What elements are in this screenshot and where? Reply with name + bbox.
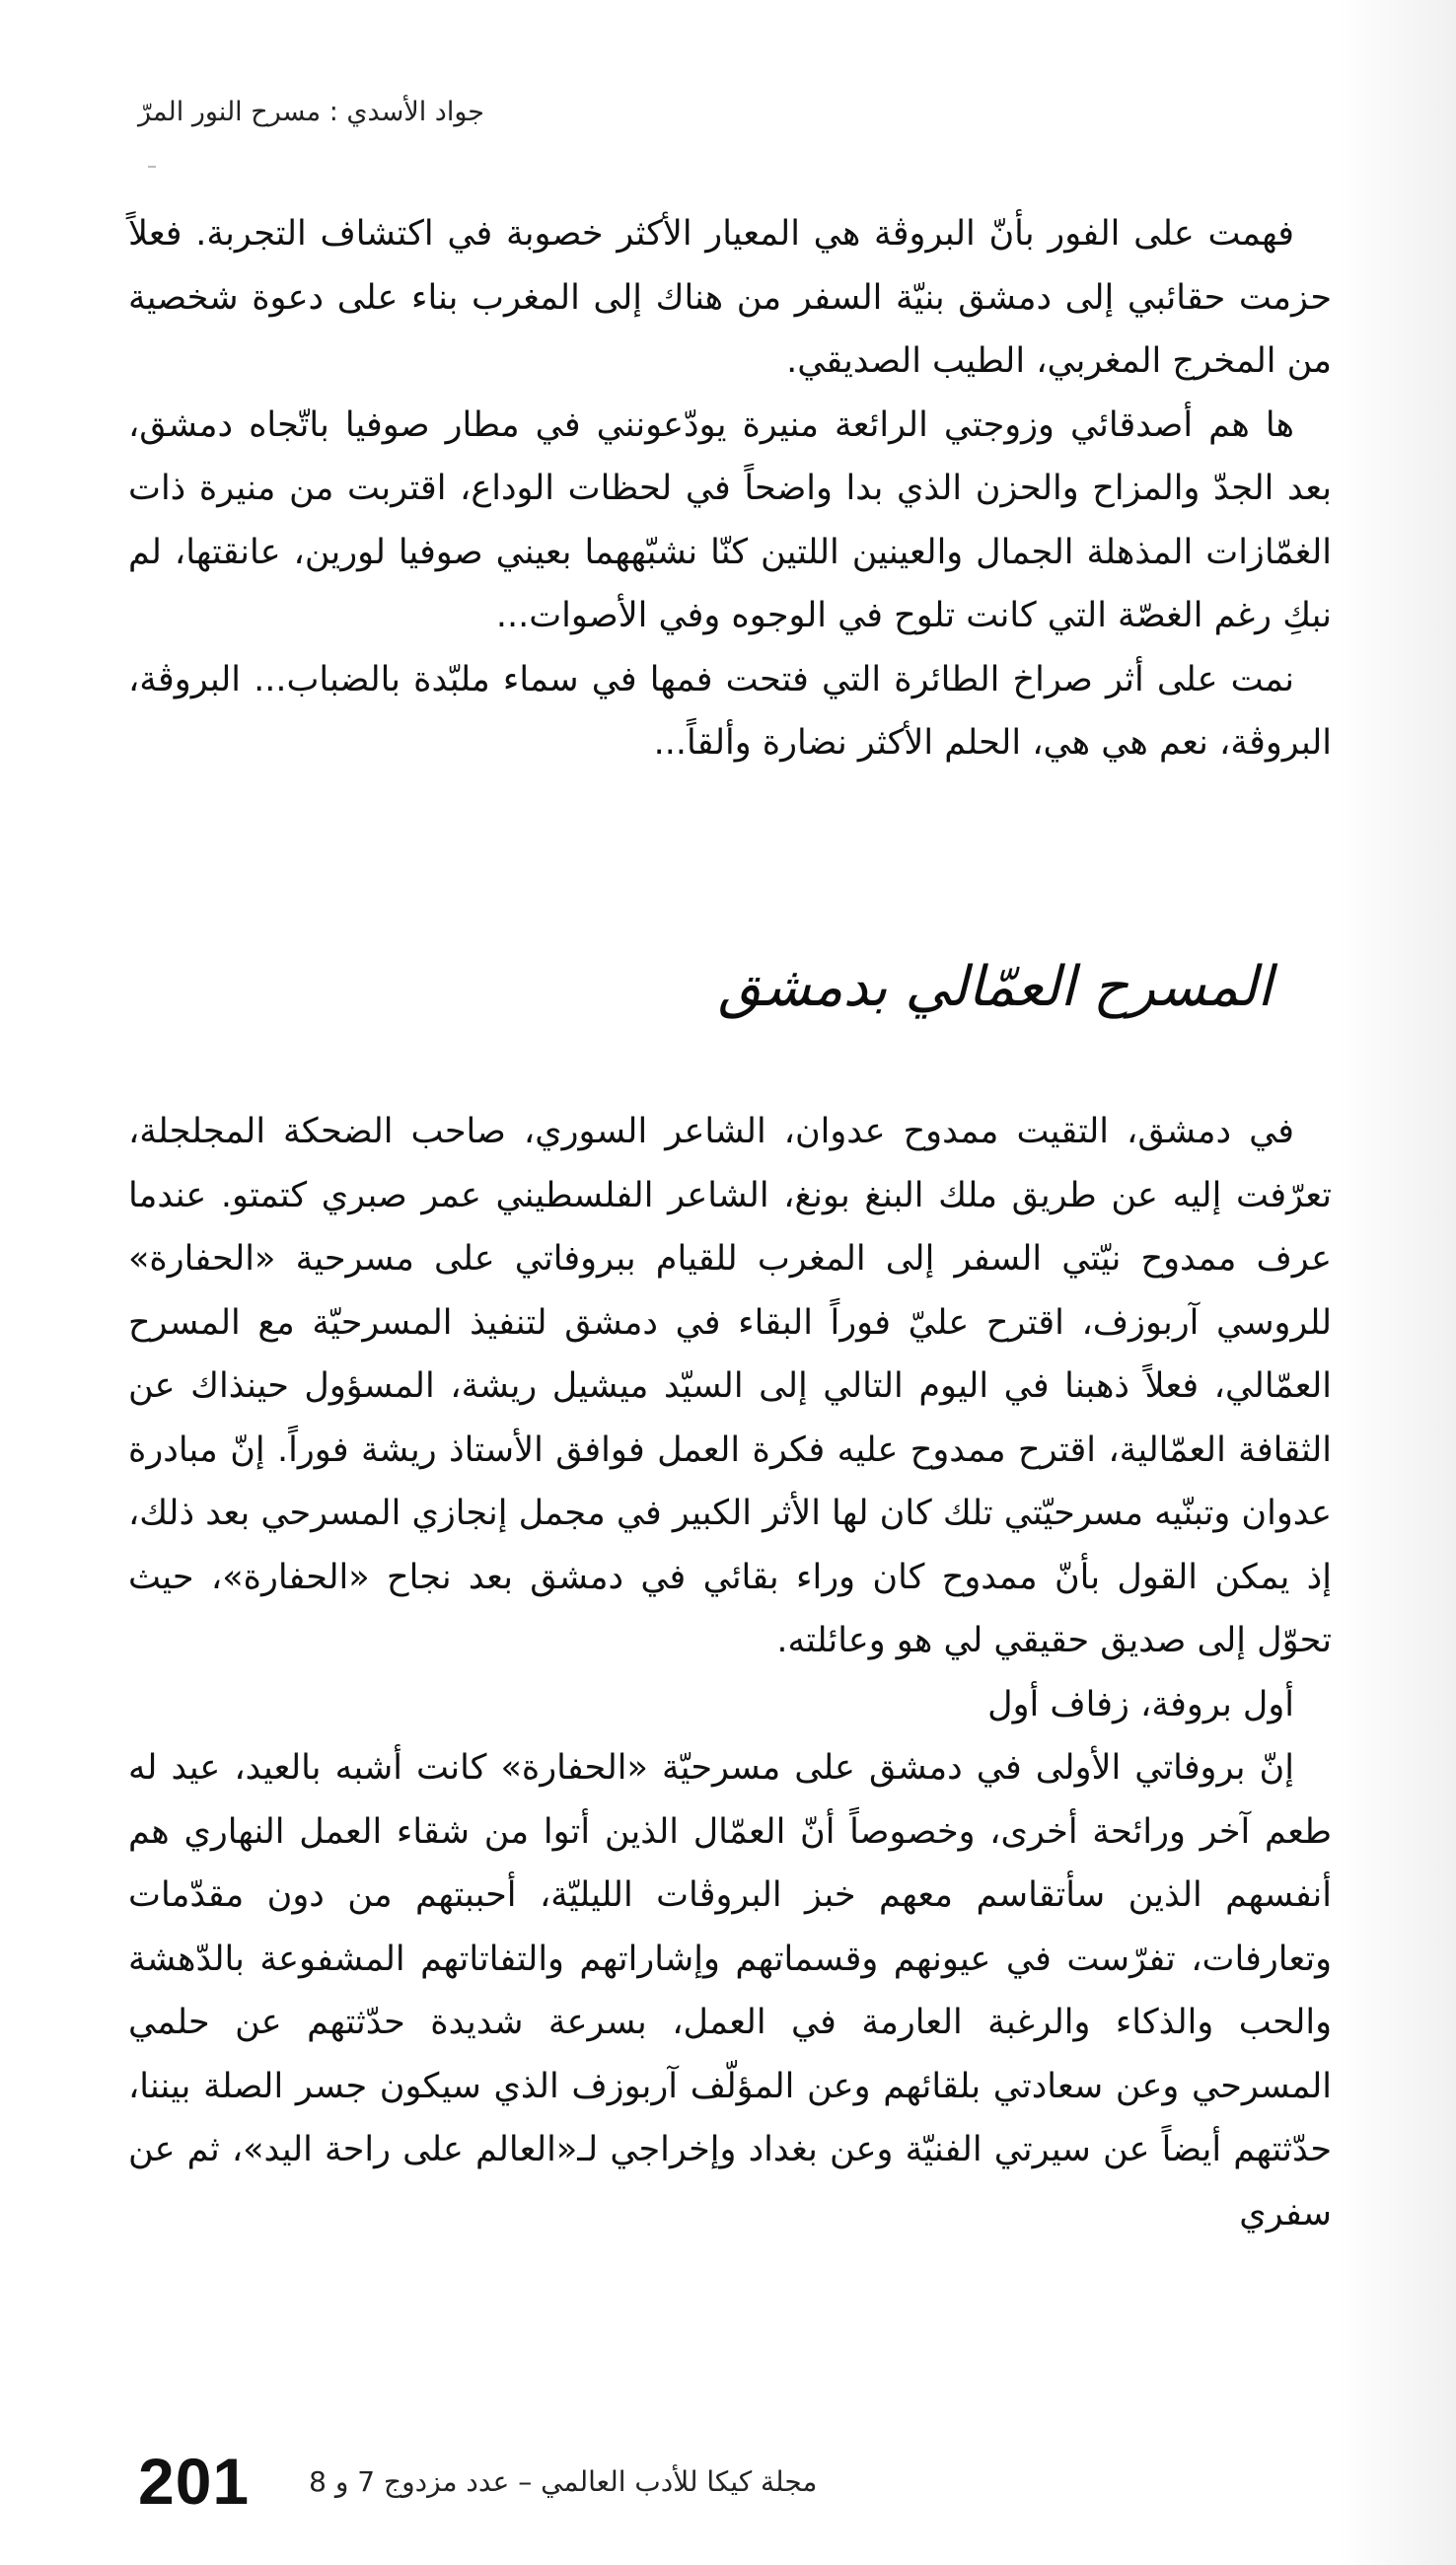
journal-name: مجلة كيكا للأدب العالمي – عدد مزدوج 7 و 8 [309, 2464, 818, 2498]
subheading: أول بروفة، زفاف أول [987, 1684, 1294, 1724]
running-head: جواد الأسدي : مسرح النور المرّ [138, 97, 484, 127]
paragraph: ها هم أصدقائي وزوجتي الرائعة منيرة يودّعونني في مطار صوفيا باتّجاه دمشق، بعد الجدّ والمزاح والحزن الذي بدا واضحاً في لحظات الوداع، اقتربت من منيرة ذات الغمّازات المذهلة الجمال والعينين اللتين كنّا نشبّههما بعيني صوفيا لورين، عانقتها، لم نبكِ رغم الغصّة التي كانت تلوح في الوجوه وفي الأصوات... [128, 404, 1332, 635]
page-edge-shadow [1338, 0, 1456, 2565]
section1-body [128, 202, 1332, 775]
section2-body [128, 1100, 1332, 2245]
page-footer [138, 2437, 848, 2526]
page-number: 201 [138, 2445, 251, 2518]
paragraph: فهمت على الفور بأنّ البروڤة هي المعيار الأكثر خصوبة في اكتشاف التجربة. فعلاً حزمت حقائبي إلى دمشق بنيّة السفر من هناك إلى المغرب بناء على دعوة شخصية من المخرج المغربي، الطيب الصديقي. [128, 214, 1332, 381]
paragraph: في دمشق، التقيت ممدوح عدوان، الشاعر السوري، صاحب الضحكة المجلجلة، تعرّفت إليه عن طريق ملك البنغ بونغ، الشاعر الفلسطيني عمر صبري كتمتو. عندما عرف ممدوح نيّتي السفر إلى المغرب للقيام ببروفاتي على مسرحية «الحفارة» للروسي آربوزف، اقترح عليّ فوراً البقاء في دمشق لتنفيذ المسرحيّة مع المسرح العمّالي، فعلاً ذهبنا في اليوم التالي إلى السيّد ميشيل ريشة، المسؤول حينذاك عن الثقافة العمّالية، اقترح ممدوح عليه فكرة العمل فوافق الأستاذ ريشة فوراً. إنّ مبادرة عدوان وتبنّيه مسرحيّتي تلك كان لها الأثر الكبير في مجمل إنجازي المسرحي بعد ذلك، إذ يمكن القول بأنّ ممدوح كان وراء بقائي في دمشق بعد نجاح «الحفارة»، حيث تحوّل إلى صديق حقيقي لي هو وعائلته. [128, 1112, 1332, 1660]
header-rule [148, 166, 156, 168]
section-title: المسرح العمّالي بدمشق [717, 955, 1273, 1019]
paragraph: نمت على أثر صراخ الطائرة التي فتحت فمها في سماء ملبّدة بالضباب... البروڤة، البروڤة، نعم هي هي، الحلم الأكثر نضارة وألقاً... [128, 659, 1332, 763]
paragraph: إنّ بروفاتي الأولى في دمشق على مسرحيّة «الحفارة» كانت أشبه بالعيد، عيد له طعم آخر ورائحة أخرى، وخصوصاً أنّ العمّال الذين أتوا من شقاء العمل النهاري هم أنفسهم الذين سأتقاسم معهم خبز البروڤات الليليّة، أحببتهم من دون مقدّمات وتعارفات، تفرّست في عيونهم وقسماتهم وإشاراتهم والتفاتاتهم المشفوعة بالدّهشة والحب والذكاء والرغبة العارمة في العمل، بسرعة شديدة حدّثتهم عن حلمي المسرحي وعن سعادتي بلقائهم وعن المؤلّف آربوزف الذي سيكون جسر الصلة بيننا، حدّثتهم أيضاً عن سيرتي الفنيّة وعن بغداد وإخراجي لـ«العالم على راحة اليد»، ثم عن سفري [128, 1748, 1332, 2234]
